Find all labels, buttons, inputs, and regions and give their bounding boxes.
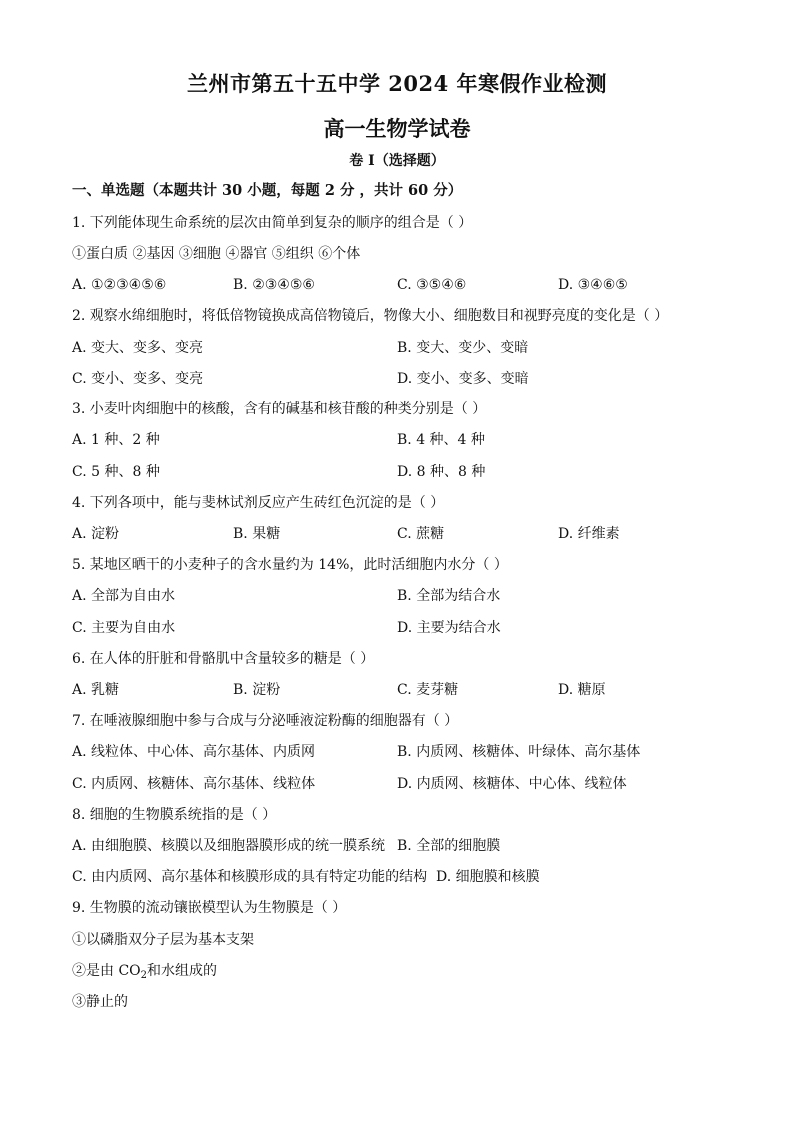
q6-option-a: A. 乳糖 bbox=[72, 682, 120, 698]
question-1-items: ①蛋白质 ②基因 ③细胞 ④器官 ⑤组织 ⑥个体 bbox=[72, 246, 361, 262]
volume-title: 卷 I（选择题） bbox=[349, 153, 445, 169]
question-1-stem: 1. 下列能体现生命系统的层次由简单到复杂的顺序的组合是（ ） bbox=[72, 215, 473, 231]
question-5-stem: 5. 某地区晒干的小麦种子的含水量约为 14%，此时活细胞内水分（ ） bbox=[72, 557, 508, 573]
q4-option-d: D. 纤维素 bbox=[558, 526, 620, 542]
q9-item-3: ③静止的 bbox=[72, 994, 128, 1010]
question-8-stem: 8. 细胞的生物膜系统指的是（ ） bbox=[72, 807, 277, 823]
q9-item-2-subscript: 2 bbox=[140, 970, 148, 981]
q5-option-a: A. 全部为自由水 bbox=[72, 588, 176, 604]
q5-option-c: C. 主要为自由水 bbox=[72, 620, 176, 636]
q2-option-d: D. 变小、变多、变暗 bbox=[397, 371, 529, 387]
q6-option-b: B. 淀粉 bbox=[233, 682, 281, 698]
q7-option-a: A. 线粒体、中心体、高尔基体、内质网 bbox=[72, 744, 316, 760]
question-7-stem: 7. 在唾液腺细胞中参与合成与分泌唾液淀粉酶的细胞器有（ ） bbox=[72, 713, 459, 729]
q5-option-d: D. 主要为结合水 bbox=[397, 620, 501, 636]
q9-item-1: ①以磷脂双分子层为基本支架 bbox=[72, 932, 254, 948]
q1-option-d: D. ③④⑥⑤ bbox=[558, 277, 628, 293]
q8-option-a: A. 由细胞膜、核膜以及细胞器膜形成的统一膜系统 bbox=[72, 838, 386, 854]
school-title: 兰州市第五十五中学 2024 年寒假作业检测 bbox=[186, 71, 608, 96]
q1-option-b: B. ②③④⑤⑥ bbox=[233, 277, 315, 293]
q7-option-b: B. 内质网、核糖体、叶绿体、高尔基体 bbox=[397, 744, 641, 760]
q9-item-2 bbox=[72, 962, 217, 980]
question-9-stem: 9. 生物膜的流动镶嵌模型认为生物膜是（ ） bbox=[72, 900, 347, 916]
q2-option-b: B. 变大、变少、变暗 bbox=[397, 340, 529, 356]
q5-option-b: B. 全部为结合水 bbox=[397, 588, 501, 604]
paper-title: 高一生物学试卷 bbox=[323, 116, 471, 141]
q6-option-c: C. 麦芽糖 bbox=[397, 682, 459, 698]
q2-option-a: A. 变大、变多、变亮 bbox=[72, 340, 204, 356]
q3-option-a: A. 1 种、2 种 bbox=[72, 432, 160, 448]
q2-option-c: C. 变小、变多、变亮 bbox=[72, 371, 204, 387]
section-heading: 一、单选题（本题共计 30 小题，每题 2 分 ，共计 60 分） bbox=[72, 182, 463, 199]
q8-option-b: B. 全部的细胞膜 bbox=[397, 838, 501, 854]
q4-option-a: A. 淀粉 bbox=[72, 526, 120, 542]
q3-option-c: C. 5 种、8 种 bbox=[72, 464, 160, 480]
q3-option-d: D. 8 种、8 种 bbox=[397, 464, 486, 480]
q4-option-b: B. 果糖 bbox=[233, 526, 281, 542]
q1-option-c: C. ③⑤④⑥ bbox=[397, 277, 467, 293]
q3-option-b: B. 4 种、4 种 bbox=[397, 432, 485, 448]
question-2-stem: 2. 观察水绵细胞时，将低倍物镜换成高倍物镜后，物像大小、细胞数目和视野亮度的变化是（ ） bbox=[72, 308, 669, 324]
question-4-stem: 4. 下列各项中，能与斐林试剂反应产生砖红色沉淀的是（ ） bbox=[72, 495, 445, 511]
q6-option-d: D. 糖原 bbox=[558, 682, 606, 698]
q1-option-a: A. ①②③④⑤⑥ bbox=[72, 277, 167, 293]
q8-option-d: D. 细胞膜和核膜 bbox=[436, 869, 540, 885]
q9-item-2-suffix: 和水组成的 bbox=[147, 963, 218, 979]
question-6-stem: 6. 在人体的肝脏和骨骼肌中含量较多的糖是（ ） bbox=[72, 651, 375, 667]
q7-option-d: D. 内质网、核糖体、中心体、线粒体 bbox=[397, 776, 627, 792]
question-3-stem: 3. 小麦叶肉细胞中的核酸，含有的碱基和核苷酸的种类分别是（ ） bbox=[72, 401, 487, 417]
q8-option-c: C. 由内质网、高尔基体和核膜形成的具有特定功能的结构 bbox=[72, 869, 428, 885]
q7-option-c: C. 内质网、核糖体、高尔基体、线粒体 bbox=[72, 776, 316, 792]
q4-option-c: C. 蔗糖 bbox=[397, 526, 445, 542]
q9-item-2-prefix: ②是由 CO bbox=[72, 963, 141, 979]
